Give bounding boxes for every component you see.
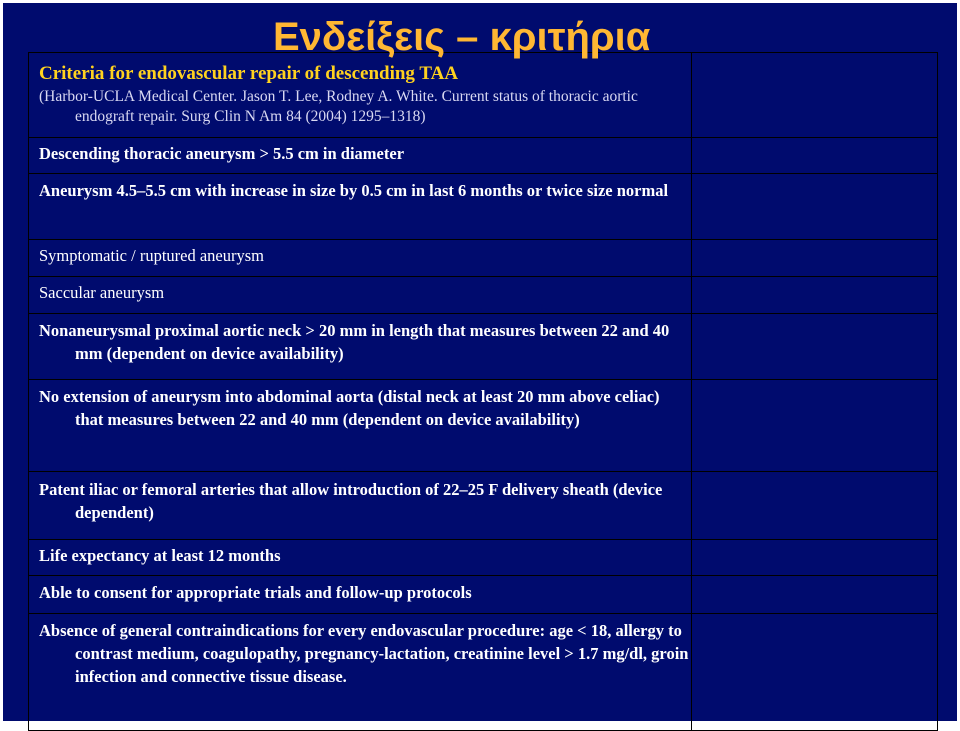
criterion-text: Aneurysm 4.5–5.5 cm with increase in size by 0.5 cm in last 6 months or twice size normal [39, 181, 669, 200]
table-row [29, 276, 937, 314]
criterion-cell [39, 142, 689, 165]
table-row [29, 239, 937, 277]
criterion-text: Able to consent for appropriate trials and follow-up protocols [39, 583, 472, 602]
citation: (Harbor-UCLA Medical Center. Jason T. Lee, Rodney A. White. Current status of thoracic aortic endograft repair. Surg Clin N Am 84 (2004) 1295–1318) [39, 88, 638, 125]
criterion-cell [39, 244, 689, 267]
slide [3, 3, 957, 721]
table-row [29, 137, 937, 174]
slide-title: Ενδείξεις – κριτήρια [273, 15, 651, 59]
table-row [29, 613, 937, 730]
criterion-text: Symptomatic / ruptured aneurysm [39, 246, 264, 265]
table-row [29, 173, 937, 240]
criterion-text: Descending thoracic aneurysm > 5.5 cm in diameter [39, 144, 405, 163]
criterion-text: No extension of aneurysm into abdominal aorta (distal neck at least 20 mm above celiac) that measures between 22 and 40 mm (dependent on device availability) [39, 387, 660, 429]
criterion-text: Patent iliac or femoral arteries that allow introduction of 22–25 F delivery sheath (device dependent) [39, 480, 663, 522]
criterion-cell [39, 619, 689, 688]
table-row [29, 539, 937, 576]
criterion-cell [39, 544, 689, 567]
criterion-cell [39, 281, 689, 304]
criterion-cell [39, 319, 689, 365]
criterion-cell [39, 581, 689, 604]
criterion-cell [39, 385, 689, 431]
criterion-cell [39, 478, 689, 524]
table-heading: Criteria for endovascular repair of descending TAA [39, 63, 459, 84]
heading-cell [39, 61, 689, 127]
criteria-table [28, 52, 938, 731]
table-row [29, 575, 937, 614]
criterion-text: Saccular aneurysm [39, 283, 165, 302]
criterion-text: Life expectancy at least 12 months [39, 546, 281, 565]
table-row [29, 471, 937, 540]
criterion-text: Absence of general contraindications for every endovascular procedure: age < 18, allergy to contrast medium, coagulopathy, pregnancy-lactation, creatinine level > 1.7 mg/dl, groin infection and connective tissue disease. [39, 621, 689, 686]
table-row [29, 313, 937, 380]
table-row-heading [29, 53, 937, 138]
criterion-text: Nonaneurysmal proximal aortic neck > 20 mm in length that measures between 22 and 40 mm (dependent on device availability) [39, 321, 670, 363]
table-row [29, 379, 937, 472]
criterion-cell [39, 179, 689, 202]
